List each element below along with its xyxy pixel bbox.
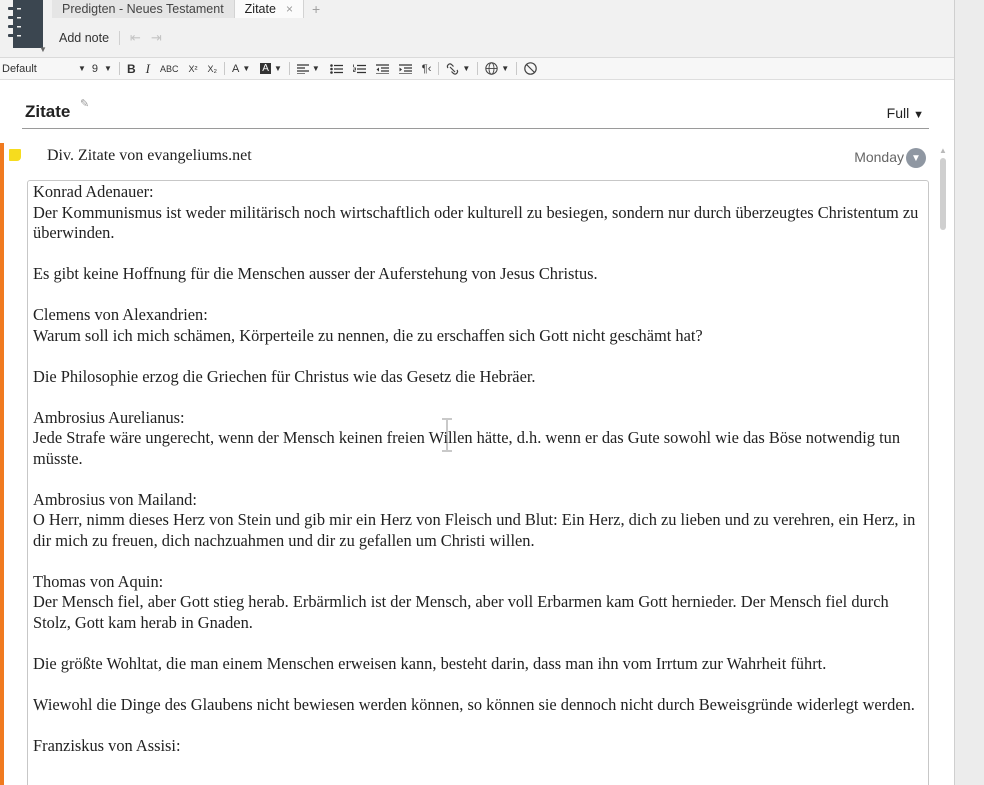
divider <box>516 62 517 75</box>
quote-text: Die Philosophie erzog die Griechen für Christus wie das Gesetz die Hebräer. <box>33 366 536 386</box>
quote-text: O Herr, nimm dieses Herz von Stein und gib mir ein Herz von Fleisch und Blut: Ein Herz, dich zu lieben und zu verehren, ein Herz, in dir mich zu freuen, dich nachzuahmen und dir zu gefallen um Christi willen. <box>33 510 916 550</box>
divider <box>438 62 439 75</box>
font-size-value: 9 <box>91 62 99 75</box>
quote-paragraph <box>33 182 928 244</box>
subscript-button[interactable]: X₂ <box>207 63 217 74</box>
entry-title[interactable]: Div. Zitate von evangeliums.net <box>47 147 252 164</box>
quote-paragraph <box>33 654 928 675</box>
caret-down-icon: ▼ <box>311 64 320 73</box>
caret-down-icon: ▼ <box>273 64 282 73</box>
highlight-color-button[interactable] <box>255 58 287 80</box>
notebook-icon[interactable] <box>6 0 44 50</box>
note-toolbar <box>59 28 162 48</box>
quote-author: Clemens von Alexandrien: <box>33 305 208 324</box>
align-left-icon[interactable] <box>292 58 325 80</box>
divider <box>289 62 290 75</box>
new-tab-icon[interactable]: + <box>311 1 321 17</box>
caret-down-icon: ▼ <box>242 64 251 73</box>
divider <box>119 62 120 75</box>
caret-down-icon: ▼ <box>501 64 510 73</box>
quote-paragraph <box>33 490 928 552</box>
paragraph-style-select[interactable]: Default <box>2 62 37 75</box>
close-tab-icon[interactable]: × <box>285 2 293 16</box>
quote-text: Der Kommunismus ist weder militärisch noch wirtschaftlich oder kulturell zu besiegen, sondern nur durch überzeugtes Christentum zu überwinden. <box>33 202 919 242</box>
divider <box>224 62 225 75</box>
caret-down-icon: ▼ <box>913 109 924 121</box>
sticky-note-icon[interactable] <box>9 149 21 161</box>
right-gutter <box>954 0 984 785</box>
scroll-up-arrow-icon[interactable]: ▲ <box>939 146 947 155</box>
quote-text: Wiewohl die Dinge des Glaubens nicht bewiesen werden können, so können sie dennoch nicht durch Beweisgründe widerlegt werden. <box>33 694 915 714</box>
superscript-button[interactable]: X² <box>188 63 198 74</box>
font-color-button[interactable] <box>227 58 255 80</box>
quote-author: Konrad Adenauer: <box>33 182 154 201</box>
divider <box>477 62 478 75</box>
quote-paragraph <box>33 408 928 470</box>
note-editor[interactable] <box>27 180 929 785</box>
italic-button[interactable]: I <box>145 60 150 76</box>
scrollbar[interactable] <box>938 145 948 785</box>
caret-down-icon: ▼ <box>104 64 112 73</box>
tab-label: Zitate <box>244 2 276 16</box>
quote-author: Ambrosius Aurelianus: <box>33 407 185 427</box>
highlight-label: A <box>262 63 269 74</box>
format-toolbar <box>0 58 954 80</box>
quote-text: Der Mensch fiel, aber Gott stieg herab. Erbärmlich ist der Mensch, aber voll Erbarmen kam Gott hernieder. Der Mensch fiel durch Stolz, Gott kam herab in Gnaden. <box>33 592 889 632</box>
language-globe-icon[interactable] <box>480 58 514 80</box>
outdent-text-icon[interactable] <box>371 58 394 80</box>
tab-label: Predigten - Neues Testament <box>62 2 224 16</box>
title-divider <box>22 128 929 129</box>
small-caps-button[interactable]: ABC <box>159 63 179 74</box>
quote-text: Jede Strafe wäre ungerecht, wenn der Mensch keinen freien Willen hätte, d.h. wenn er das Gute sowohl wie das Böse notwendig tun müsste. <box>33 428 901 468</box>
clear-formatting-icon[interactable] <box>519 58 542 80</box>
add-note-button[interactable]: Add note <box>59 31 110 45</box>
tab-predigten[interactable] <box>52 0 235 18</box>
quote-text: Warum soll ich mich schämen, Körperteile zu nennen, die zu erschaffen sich Gott nicht geschämt hat? <box>33 325 703 345</box>
view-mode-label: Full <box>886 105 910 121</box>
quote-paragraph <box>33 572 928 634</box>
bold-button[interactable]: B <box>126 61 136 76</box>
quote-paragraph <box>33 736 928 757</box>
numbered-list-icon[interactable] <box>348 58 371 80</box>
entry-date: Monday <box>854 149 904 165</box>
bullet-list-icon[interactable] <box>325 58 348 80</box>
font-size-select[interactable] <box>70 58 117 80</box>
quote-paragraph <box>33 367 928 388</box>
quote-author: Thomas von Aquin: <box>33 571 164 591</box>
divider <box>119 31 120 45</box>
font-color-label: A <box>232 62 240 75</box>
caret-down-icon: ▼ <box>462 64 471 73</box>
tab-zitate[interactable] <box>235 0 304 18</box>
scrollbar-thumb[interactable] <box>940 158 946 230</box>
top-bar <box>0 0 954 58</box>
edit-pencil-icon[interactable]: ✎ <box>80 98 90 110</box>
view-mode-select[interactable] <box>887 105 924 121</box>
notebook-menu-caret-icon[interactable]: ▼ <box>39 45 47 54</box>
entry-options-chevron-icon[interactable]: ▼ <box>906 148 926 168</box>
quote-paragraph <box>33 305 928 346</box>
quote-paragraph <box>33 264 928 285</box>
indent-text-icon[interactable] <box>394 58 417 80</box>
note-body-text[interactable] <box>28 181 928 756</box>
note-title[interactable]: Zitate <box>25 102 71 121</box>
caret-down-icon: ▼ <box>78 64 86 73</box>
paragraph-direction-icon[interactable]: ¶‹ <box>421 62 432 75</box>
quote-author: Ambrosius von Mailand: <box>33 489 197 509</box>
quote-text: Die größte Wohltat, die man einem Menschen erweisen kann, besteht darin, dass man ihn vom Irrtum zur Wahrheit führt. <box>33 653 827 673</box>
quote-text: Es gibt keine Hoffnung für die Menschen ausser der Auferstehung von Jesus Christus. <box>33 264 598 283</box>
outdent-icon[interactable]: ⇤ <box>130 30 141 45</box>
indent-icon[interactable]: ⇥ <box>150 30 162 45</box>
link-icon[interactable] <box>441 58 475 80</box>
tab-bar <box>52 0 328 18</box>
text-cursor-icon <box>440 418 454 452</box>
quote-paragraph <box>33 695 928 716</box>
quote-text: Franziskus von Assisi: <box>33 735 181 755</box>
entry-accent-bar <box>0 143 4 785</box>
